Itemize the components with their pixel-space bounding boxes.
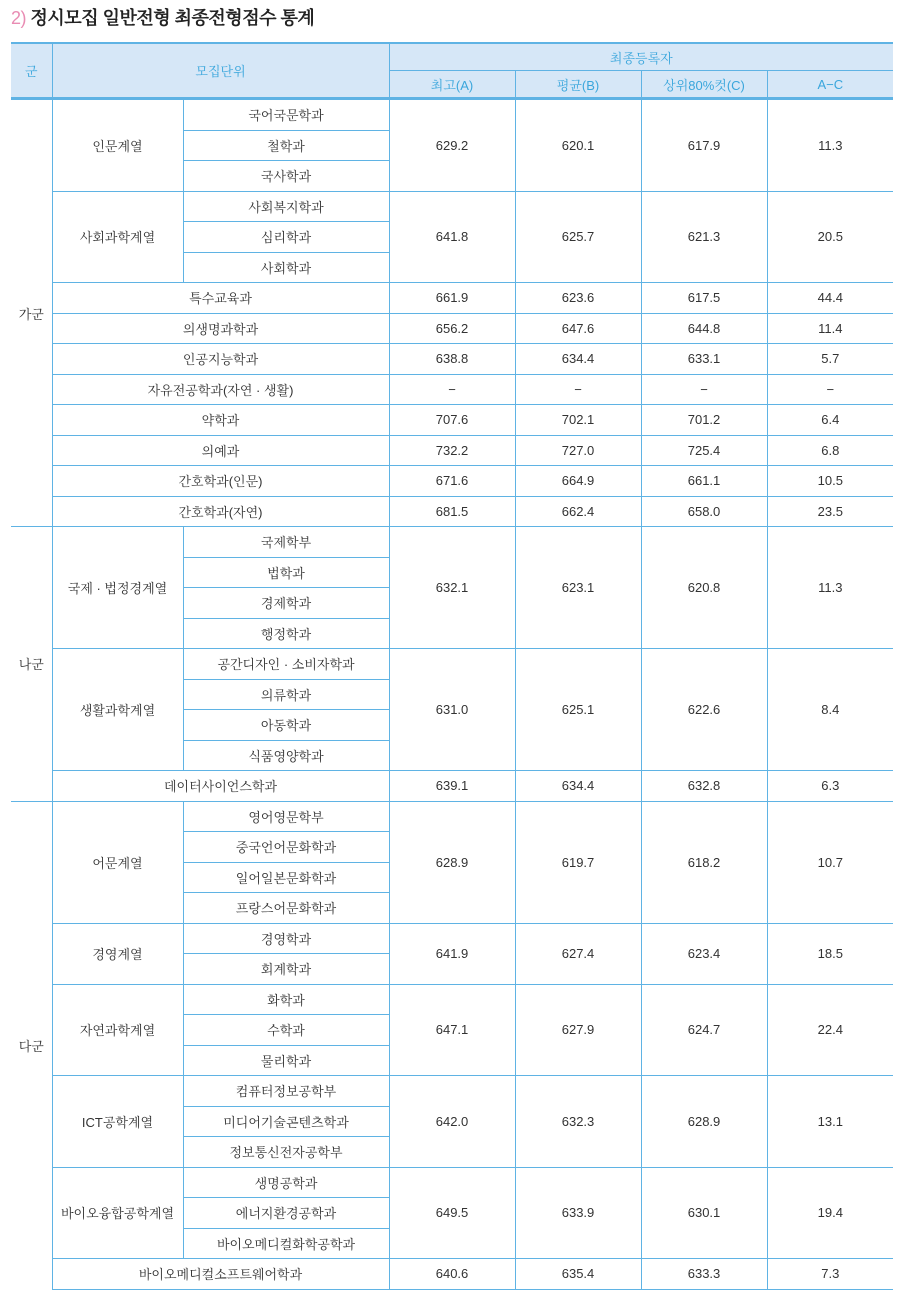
max-value: 641.9	[389, 923, 515, 984]
top80-value: 623.4	[641, 923, 767, 984]
max-value: 732.2	[389, 435, 515, 466]
dept-cell: 국제학부	[183, 527, 389, 558]
series-cell: 경영계열	[52, 923, 183, 984]
avg-value: 620.1	[515, 99, 641, 192]
diff-value: 19.4	[767, 1167, 893, 1259]
dept-cell: 국사학과	[183, 161, 389, 192]
top80-value: 725.4	[641, 435, 767, 466]
dept-cell: 간호학과(인문)	[52, 466, 389, 497]
max-value: 649.5	[389, 1167, 515, 1259]
dept-cell: 자유전공학과(자연 · 생활)	[52, 374, 389, 405]
top80-value: 658.0	[641, 496, 767, 527]
dept-cell: 의류학과	[183, 679, 389, 710]
avg-value: 625.7	[515, 191, 641, 283]
dept-cell: 인공지능학과	[52, 344, 389, 375]
max-value: 640.6	[389, 1259, 515, 1290]
diff-value: 6.8	[767, 435, 893, 466]
max-value: 707.6	[389, 405, 515, 436]
series-cell: 어문계열	[52, 801, 183, 923]
dept-cell: 중국언어문화학과	[183, 832, 389, 863]
table-row	[11, 527, 893, 558]
dept-cell: 데이터사이언스학과	[52, 771, 389, 802]
avg-value: 727.0	[515, 435, 641, 466]
dept-cell: 약학과	[52, 405, 389, 436]
top80-value: −	[641, 374, 767, 405]
dept-cell: 식품영양학과	[183, 740, 389, 771]
header-avg: 평균(B)	[515, 71, 641, 99]
dept-cell: 화학과	[183, 984, 389, 1015]
diff-value: −	[767, 374, 893, 405]
dept-cell: 사회학과	[183, 252, 389, 283]
series-cell: 생활과학계열	[52, 649, 183, 771]
dept-cell: 심리학과	[183, 222, 389, 253]
dept-cell: 바이오메디컬화학공학과	[183, 1228, 389, 1259]
diff-value: 11.3	[767, 99, 893, 192]
table-row	[11, 405, 893, 436]
header-diff: A−C	[767, 71, 893, 99]
dept-cell: 국어국문학과	[183, 99, 389, 131]
avg-value: 623.1	[515, 527, 641, 649]
gun-cell: 다군	[11, 801, 52, 1289]
dept-cell: 사회복지학과	[183, 191, 389, 222]
gun-cell: 나군	[11, 527, 52, 802]
diff-value: 44.4	[767, 283, 893, 314]
page-title	[11, 4, 314, 30]
avg-value: 633.9	[515, 1167, 641, 1259]
table-row	[11, 984, 893, 1015]
top80-value: 633.1	[641, 344, 767, 375]
diff-value: 10.5	[767, 466, 893, 497]
series-cell: 인문계열	[52, 99, 183, 192]
dept-cell: 의예과	[52, 435, 389, 466]
header-max: 최고(A)	[389, 71, 515, 99]
gun-cell: 가군	[11, 99, 52, 527]
table-row	[11, 923, 893, 954]
max-value: 661.9	[389, 283, 515, 314]
max-value: −	[389, 374, 515, 405]
score-statistics-table	[11, 42, 893, 1290]
dept-cell: 정보통신전자공학부	[183, 1137, 389, 1168]
max-value: 632.1	[389, 527, 515, 649]
top80-value: 618.2	[641, 801, 767, 923]
diff-value: 10.7	[767, 801, 893, 923]
avg-value: 634.4	[515, 344, 641, 375]
dept-cell: 경제학과	[183, 588, 389, 619]
table-row	[11, 649, 893, 680]
dept-cell: 바이오메디컬소프트웨어학과	[52, 1259, 389, 1290]
dept-cell: 의생명과학과	[52, 313, 389, 344]
top80-value: 622.6	[641, 649, 767, 771]
max-value: 628.9	[389, 801, 515, 923]
series-cell: ICT공학계열	[52, 1076, 183, 1168]
dept-cell: 물리학과	[183, 1045, 389, 1076]
header-gun: 군	[11, 43, 52, 99]
diff-value: 18.5	[767, 923, 893, 984]
dept-cell: 에너지환경공학과	[183, 1198, 389, 1229]
avg-value: −	[515, 374, 641, 405]
diff-value: 22.4	[767, 984, 893, 1076]
diff-value: 23.5	[767, 496, 893, 527]
dept-cell: 수학과	[183, 1015, 389, 1046]
header-final-registrants: 최종등록자	[389, 43, 893, 71]
table-row	[11, 435, 893, 466]
section-title: 정시모집 일반전형 최종전형점수 통계	[30, 8, 315, 28]
top80-value: 621.3	[641, 191, 767, 283]
table-row	[11, 313, 893, 344]
dept-cell: 행정학과	[183, 618, 389, 649]
dept-cell: 특수교육과	[52, 283, 389, 314]
dept-cell: 생명공학과	[183, 1167, 389, 1198]
max-value: 631.0	[389, 649, 515, 771]
dept-cell: 공간디자인 · 소비자학과	[183, 649, 389, 680]
diff-value: 6.3	[767, 771, 893, 802]
dept-cell: 아동학과	[183, 710, 389, 741]
avg-value: 619.7	[515, 801, 641, 923]
diff-value: 13.1	[767, 1076, 893, 1168]
max-value: 642.0	[389, 1076, 515, 1168]
top80-value: 701.2	[641, 405, 767, 436]
top80-value: 624.7	[641, 984, 767, 1076]
diff-value: 11.3	[767, 527, 893, 649]
max-value: 641.8	[389, 191, 515, 283]
top80-value: 630.1	[641, 1167, 767, 1259]
avg-value: 623.6	[515, 283, 641, 314]
diff-value: 7.3	[767, 1259, 893, 1290]
avg-value: 627.4	[515, 923, 641, 984]
top80-value: 617.9	[641, 99, 767, 192]
max-value: 656.2	[389, 313, 515, 344]
table-row	[11, 801, 893, 832]
dept-cell: 영어영문학부	[183, 801, 389, 832]
series-cell: 사회과학계열	[52, 191, 183, 283]
table-row	[11, 771, 893, 802]
table-body	[11, 99, 893, 1290]
table-row	[11, 1167, 893, 1198]
top80-value: 632.8	[641, 771, 767, 802]
dept-cell: 일어일본문화학과	[183, 862, 389, 893]
table-row	[11, 466, 893, 497]
table-row	[11, 344, 893, 375]
dept-cell: 경영학과	[183, 923, 389, 954]
max-value: 639.1	[389, 771, 515, 802]
table-row	[11, 1259, 893, 1290]
max-value: 681.5	[389, 496, 515, 527]
max-value: 671.6	[389, 466, 515, 497]
table-row	[11, 496, 893, 527]
dept-cell: 회계학과	[183, 954, 389, 985]
diff-value: 11.4	[767, 313, 893, 344]
table-row	[11, 191, 893, 222]
series-cell: 바이오융합공학계열	[52, 1167, 183, 1259]
table-row	[11, 283, 893, 314]
diff-value: 8.4	[767, 649, 893, 771]
header-unit: 모집단위	[52, 43, 389, 99]
series-cell: 국제 · 법정경계열	[52, 527, 183, 649]
top80-value: 644.8	[641, 313, 767, 344]
dept-cell: 철학과	[183, 130, 389, 161]
avg-value: 632.3	[515, 1076, 641, 1168]
avg-value: 634.4	[515, 771, 641, 802]
avg-value: 647.6	[515, 313, 641, 344]
max-value: 638.8	[389, 344, 515, 375]
diff-value: 20.5	[767, 191, 893, 283]
table-header	[11, 43, 893, 99]
diff-value: 6.4	[767, 405, 893, 436]
top80-value: 620.8	[641, 527, 767, 649]
header-top80: 상위80%컷(C)	[641, 71, 767, 99]
dept-cell: 간호학과(자연)	[52, 496, 389, 527]
dept-cell: 컴퓨터정보공학부	[183, 1076, 389, 1107]
top80-value: 617.5	[641, 283, 767, 314]
avg-value: 627.9	[515, 984, 641, 1076]
table-row	[11, 1076, 893, 1107]
dept-cell: 미디어기술콘텐츠학과	[183, 1106, 389, 1137]
avg-value: 635.4	[515, 1259, 641, 1290]
dept-cell: 프랑스어문화학과	[183, 893, 389, 924]
diff-value: 5.7	[767, 344, 893, 375]
avg-value: 702.1	[515, 405, 641, 436]
avg-value: 625.1	[515, 649, 641, 771]
top80-value: 633.3	[641, 1259, 767, 1290]
max-value: 629.2	[389, 99, 515, 192]
table-row	[11, 99, 893, 131]
avg-value: 662.4	[515, 496, 641, 527]
series-cell: 자연과학계열	[52, 984, 183, 1076]
top80-value: 661.1	[641, 466, 767, 497]
table-row	[11, 374, 893, 405]
avg-value: 664.9	[515, 466, 641, 497]
section-number: 2)	[11, 8, 27, 28]
top80-value: 628.9	[641, 1076, 767, 1168]
max-value: 647.1	[389, 984, 515, 1076]
dept-cell: 법학과	[183, 557, 389, 588]
